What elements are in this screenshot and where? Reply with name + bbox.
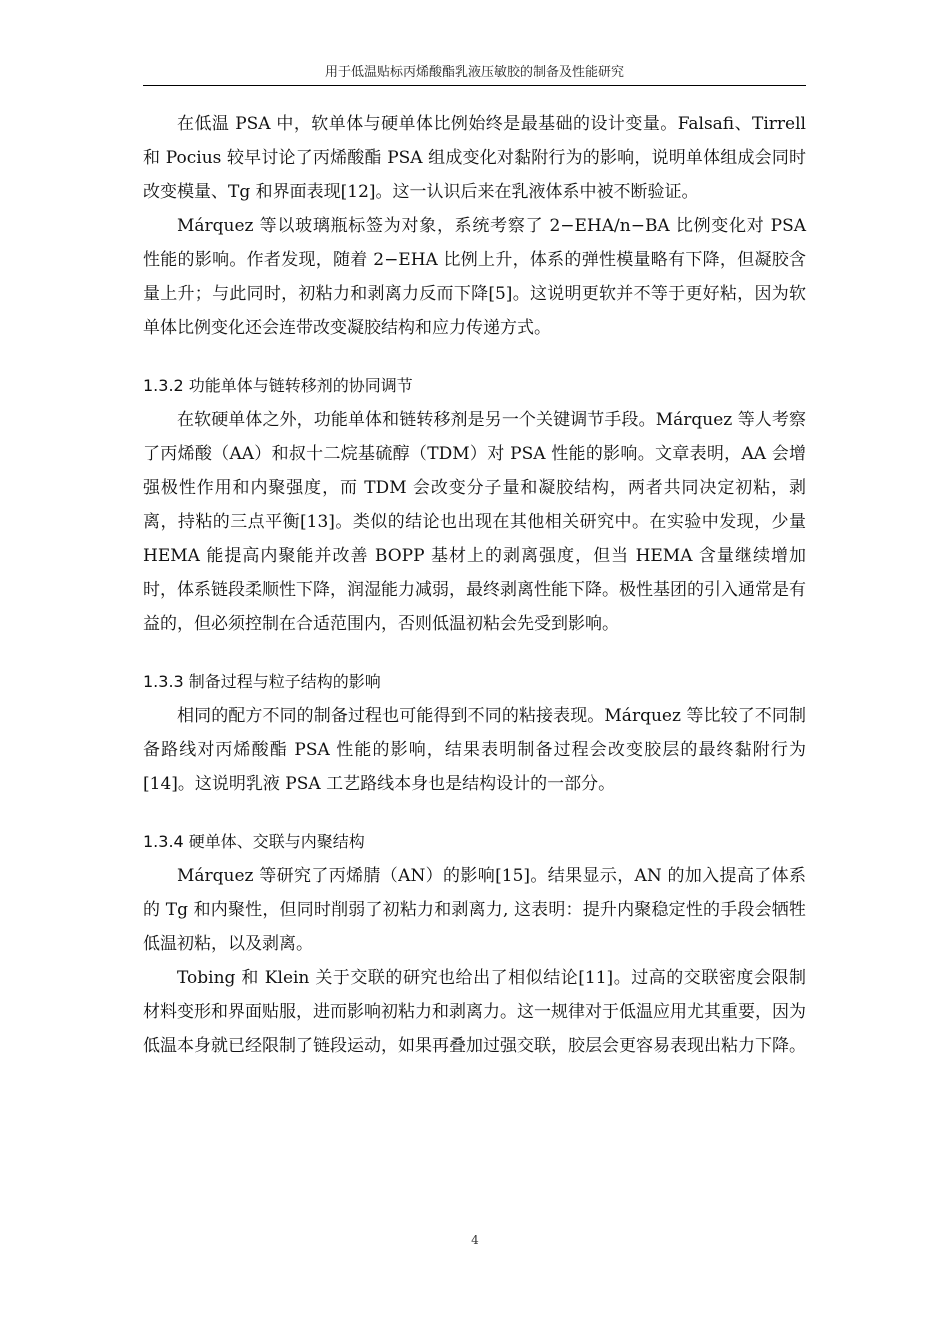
running-header: 用于低温贴标丙烯酸酯乳液压敏胶的制备及性能研究 — [324, 65, 624, 80]
section-heading-1-3-3: 1.3.3 制备过程与粒子结构的影响 — [143, 672, 381, 691]
page-body — [143, 107, 806, 1063]
section-heading-1-3-2: 1.3.2 功能单体与链转移剂的协同调节 — [143, 376, 413, 395]
paragraph-intro-1: 在低温 PSA 中，软单体与硬单体比例始终是最基础的设计变量。Falsafi、Tirrell 和 Pocius 较早讨论了丙烯酸酯 PSA 组成变化对黏附行为的影响，说明单体组成会同时改变模量、Tg 和界面表现[12]。这一认识后来在乳液体系中被不断验证。 — [143, 114, 806, 202]
paragraph-intro-2: Márquez 等以玻璃瓶标签为对象，系统考察了 2−EHA/n−BA 比例变化对 PSA 性能的影响。作者发现，随着 2−EHA 比例上升，体系的弹性模量略有下降，但凝胶含量上升；与此同时，初粘力和剥离力反而下降[5]。这说明更软并不等于更好粘，因为软单体比例变化还会连带改变凝胶结构和应力传递方式。 — [143, 216, 806, 338]
paragraph-1-3-3: 相同的配方不同的制备过程也可能得到不同的粘接表现。Márquez 等比较了不同制备路线对丙烯酸酯 PSA 性能的影响，结果表明制备过程会改变胶层的最终黏附行为[14]。这说明乳液 PSA 工艺路线本身也是结构设计的一部分。 — [143, 706, 806, 794]
header-rule — [143, 85, 806, 86]
paragraph-1-3-2: 在软硬单体之外，功能单体和链转移剂是另一个关键调节手段。Márquez 等人考察了丙烯酸（AA）和叔十二烷基硫醇（TDM）对 PSA 性能的影响。文章表明，AA 会增强极性作用和内聚强度，而 TDM 会改变分子量和凝胶结构，两者共同决定初粘，剥离，持粘的三点平衡[13]。类似的结论也出现在其他相关研究中。在实验中发现，少量 HEMA 能提高内聚能并改善 BOPP 基材上的剥离强度，但当 HEMA 含量继续增加时，体系链段柔顺性下降，润湿能力减弱，最终剥离性能下降。极性基团的引入通常是有益的，但必须控制在合适范围内，否则低温初粘会先受到影响。 — [143, 410, 806, 634]
paragraph-1-3-4-b: Tobing 和 Klein 关于交联的研究也给出了相似结论[11]。过高的交联密度会限制材料变形和界面贴服，进而影响初粘力和剥离力。这一规律对于低温应用尤其重要，因为低温本身就已经限制了链段运动，如果再叠加过强交联，胶层会更容易表现出粘力下降。 — [143, 968, 806, 1056]
page-number: 4 — [471, 1233, 479, 1247]
paragraph-1-3-4-a: Márquez 等研究了丙烯腈（AN）的影响[15]。结果显示，AN 的加入提高了体系的 Tg 和内聚性，但同时削弱了初粘力和剥离力, 这表明：提升内聚稳定性的手段会牺牲低温初粘，以及剥离。 — [143, 866, 806, 954]
section-heading-1-3-4: 1.3.4 硬单体、交联与内聚结构 — [143, 832, 365, 851]
